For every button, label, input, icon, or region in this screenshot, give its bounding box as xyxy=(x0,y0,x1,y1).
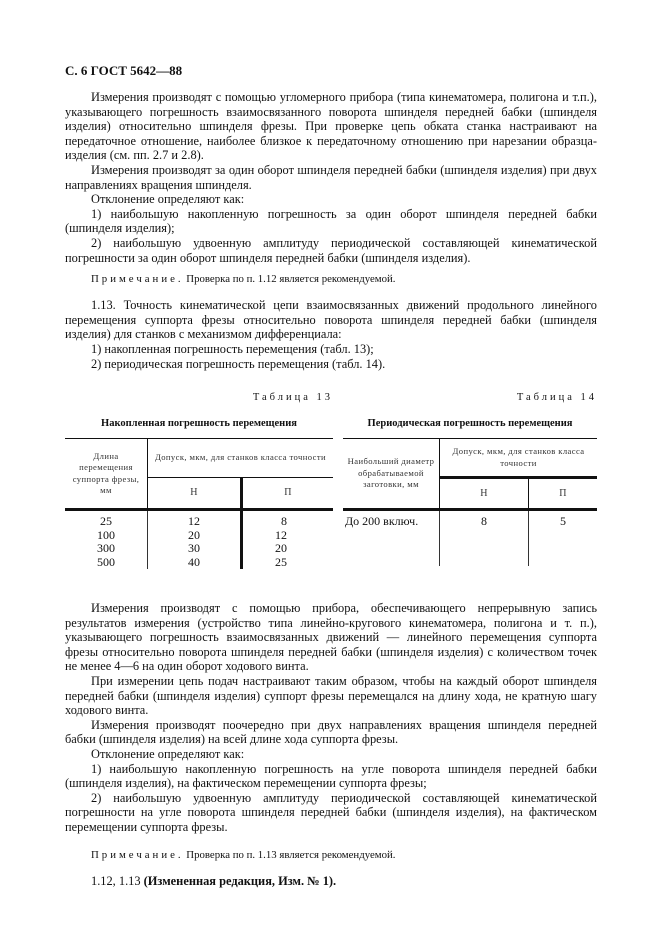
paragraph: Измерения производят поочередно при двух направлениях вращения шпинделя передней бабки (шпинделя изделия) на всей длине хода суппорта фрезы. xyxy=(65,717,597,747)
page-header: С. 6 ГОСТ 5642—88 xyxy=(65,63,183,78)
paragraph: 1.13. Точность кинематической цепи взаимосвязанных движений продольного линейного перемещения суппорта фрезы относительно поворота шпинделя передней бабки (шпинделя изделия) для станков с механизмом дифференциала: xyxy=(65,298,597,342)
column-header-n: Н xyxy=(440,478,529,510)
table-13-title: Накопленная погрешность перемещения xyxy=(101,418,297,430)
amendment-ref: 1.12, 1.13 xyxy=(91,873,144,888)
measurement-description xyxy=(65,601,597,835)
table-14 xyxy=(343,438,597,566)
paragraph: Измерения производят за один оборот шпинделя передней бабки (шпинделя изделия) при двух направлениях вращения шпинделя. xyxy=(65,162,597,192)
column-header-tolerance: Допуск, мкм, для станков класса точности xyxy=(440,439,598,478)
paragraph: 2) периодическая погрешность перемещения (табл. 14). xyxy=(91,356,386,371)
paragraph: Отклонение определяют как: xyxy=(91,747,245,762)
paragraph: 1) наибольшую накопленную погрешность за один оборот шпинделя передней бабки (шпинделя изделия); xyxy=(65,206,597,236)
column-header-n: Н xyxy=(148,478,242,510)
paragraph: Измерения производят с помощью прибора, обеспечивающего непрерывную запись результатов измерения (устройство типа линейно-кругового кинематомера, полигона и т. п.), указывающего погрешность взаимосвязанных движений — линейного перемещения суппорта фрезы относительно поворота шпинделя передней бабки (шпинделя изделия) с количеством точек не менее 4—6 на один оборот ходового винта. xyxy=(65,601,597,674)
paragraph: 1) наибольшую накопленную погрешность на угле поворота шпинделя передней бабки (шпинделя изделия), на фактическом перемещении суппорта фрезы; xyxy=(65,761,597,791)
table-row: 100 20 12 xyxy=(65,529,333,543)
paragraph: 2) наибольшую удвоенную амплитуду периодической составляющей кинематической погрешности на угле поворота шпинделя передней бабки (шпинделя изделия), на фактическом перемещении суппорта фрезы. xyxy=(65,790,597,834)
table-14-label: Таблица 14 xyxy=(516,392,597,404)
paragraph: При измерении цепь подач настраивают таким образом, чтобы на каждый оборот шпинделя передней бабки (шпинделя изделия) суппорт фрезы перемещался на длину хода, не кратную шагу ходового винта. xyxy=(65,674,597,718)
table-13-label: Таблица 13 xyxy=(252,392,333,404)
note-text: Проверка по п. 1.12 является рекомендуемой. xyxy=(183,273,396,286)
column-header-length: Длина перемещения суппорта фрезы, мм xyxy=(65,439,148,510)
column-header-tolerance: Допуск, мкм, для станков класса точности xyxy=(148,439,334,478)
section-1-12-text xyxy=(65,90,597,265)
note-text: Проверка по п. 1.13 является рекомендуемой. xyxy=(183,848,396,861)
paragraph: 1) накопленная погрешность перемещения (табл. 13); xyxy=(91,341,374,356)
table-14-title: Периодическая погрешность перемещения xyxy=(367,418,573,430)
section-1-13-text xyxy=(65,298,597,371)
column-header-diameter: Наибольший диаметр обрабатываемой заготовки, мм xyxy=(343,439,440,510)
column-header-p: П xyxy=(284,487,292,499)
paragraph: Измерения производят с помощью угломерного прибора (типа кинематомера, полигона и т.п.), указывающего погрешность взаимосвязанного поворота шпинделя передней бабки (шпинделя изделия) относительно шпинделя фрезы. При проверке цепь обката станка настраивают на передаточное отношение, наиболее близкое к передаточному отношению при нарезании образца-изделия (см. пп. 2.7 и 2.8). xyxy=(65,90,597,163)
amendment-text: (Измененная редакция, Изм. № 1). xyxy=(143,873,337,888)
table-row: 25 12 8 xyxy=(65,510,333,529)
note-1-13 xyxy=(65,849,597,862)
table-14-block xyxy=(343,391,597,569)
amendment-note xyxy=(65,874,597,889)
table-13 xyxy=(65,438,333,569)
note-1-12 xyxy=(65,273,597,286)
table-row: 300 30 20 xyxy=(65,542,333,556)
table-13-block xyxy=(65,391,333,569)
tables-row xyxy=(65,391,597,569)
table-row: До 200 включ. 8 5 xyxy=(343,510,597,566)
paragraph: Отклонение определяют как: xyxy=(91,192,245,207)
note-label: Примечание. xyxy=(91,273,184,286)
note-label: Примечание. xyxy=(91,848,184,861)
column-header-p: П xyxy=(559,487,567,499)
paragraph: 2) наибольшую удвоенную амплитуду периодической составляющей кинематической погрешности за один оборот шпинделя передней бабки (шпинделя изделия). xyxy=(65,235,597,265)
table-row: 500 40 25 xyxy=(65,556,333,570)
